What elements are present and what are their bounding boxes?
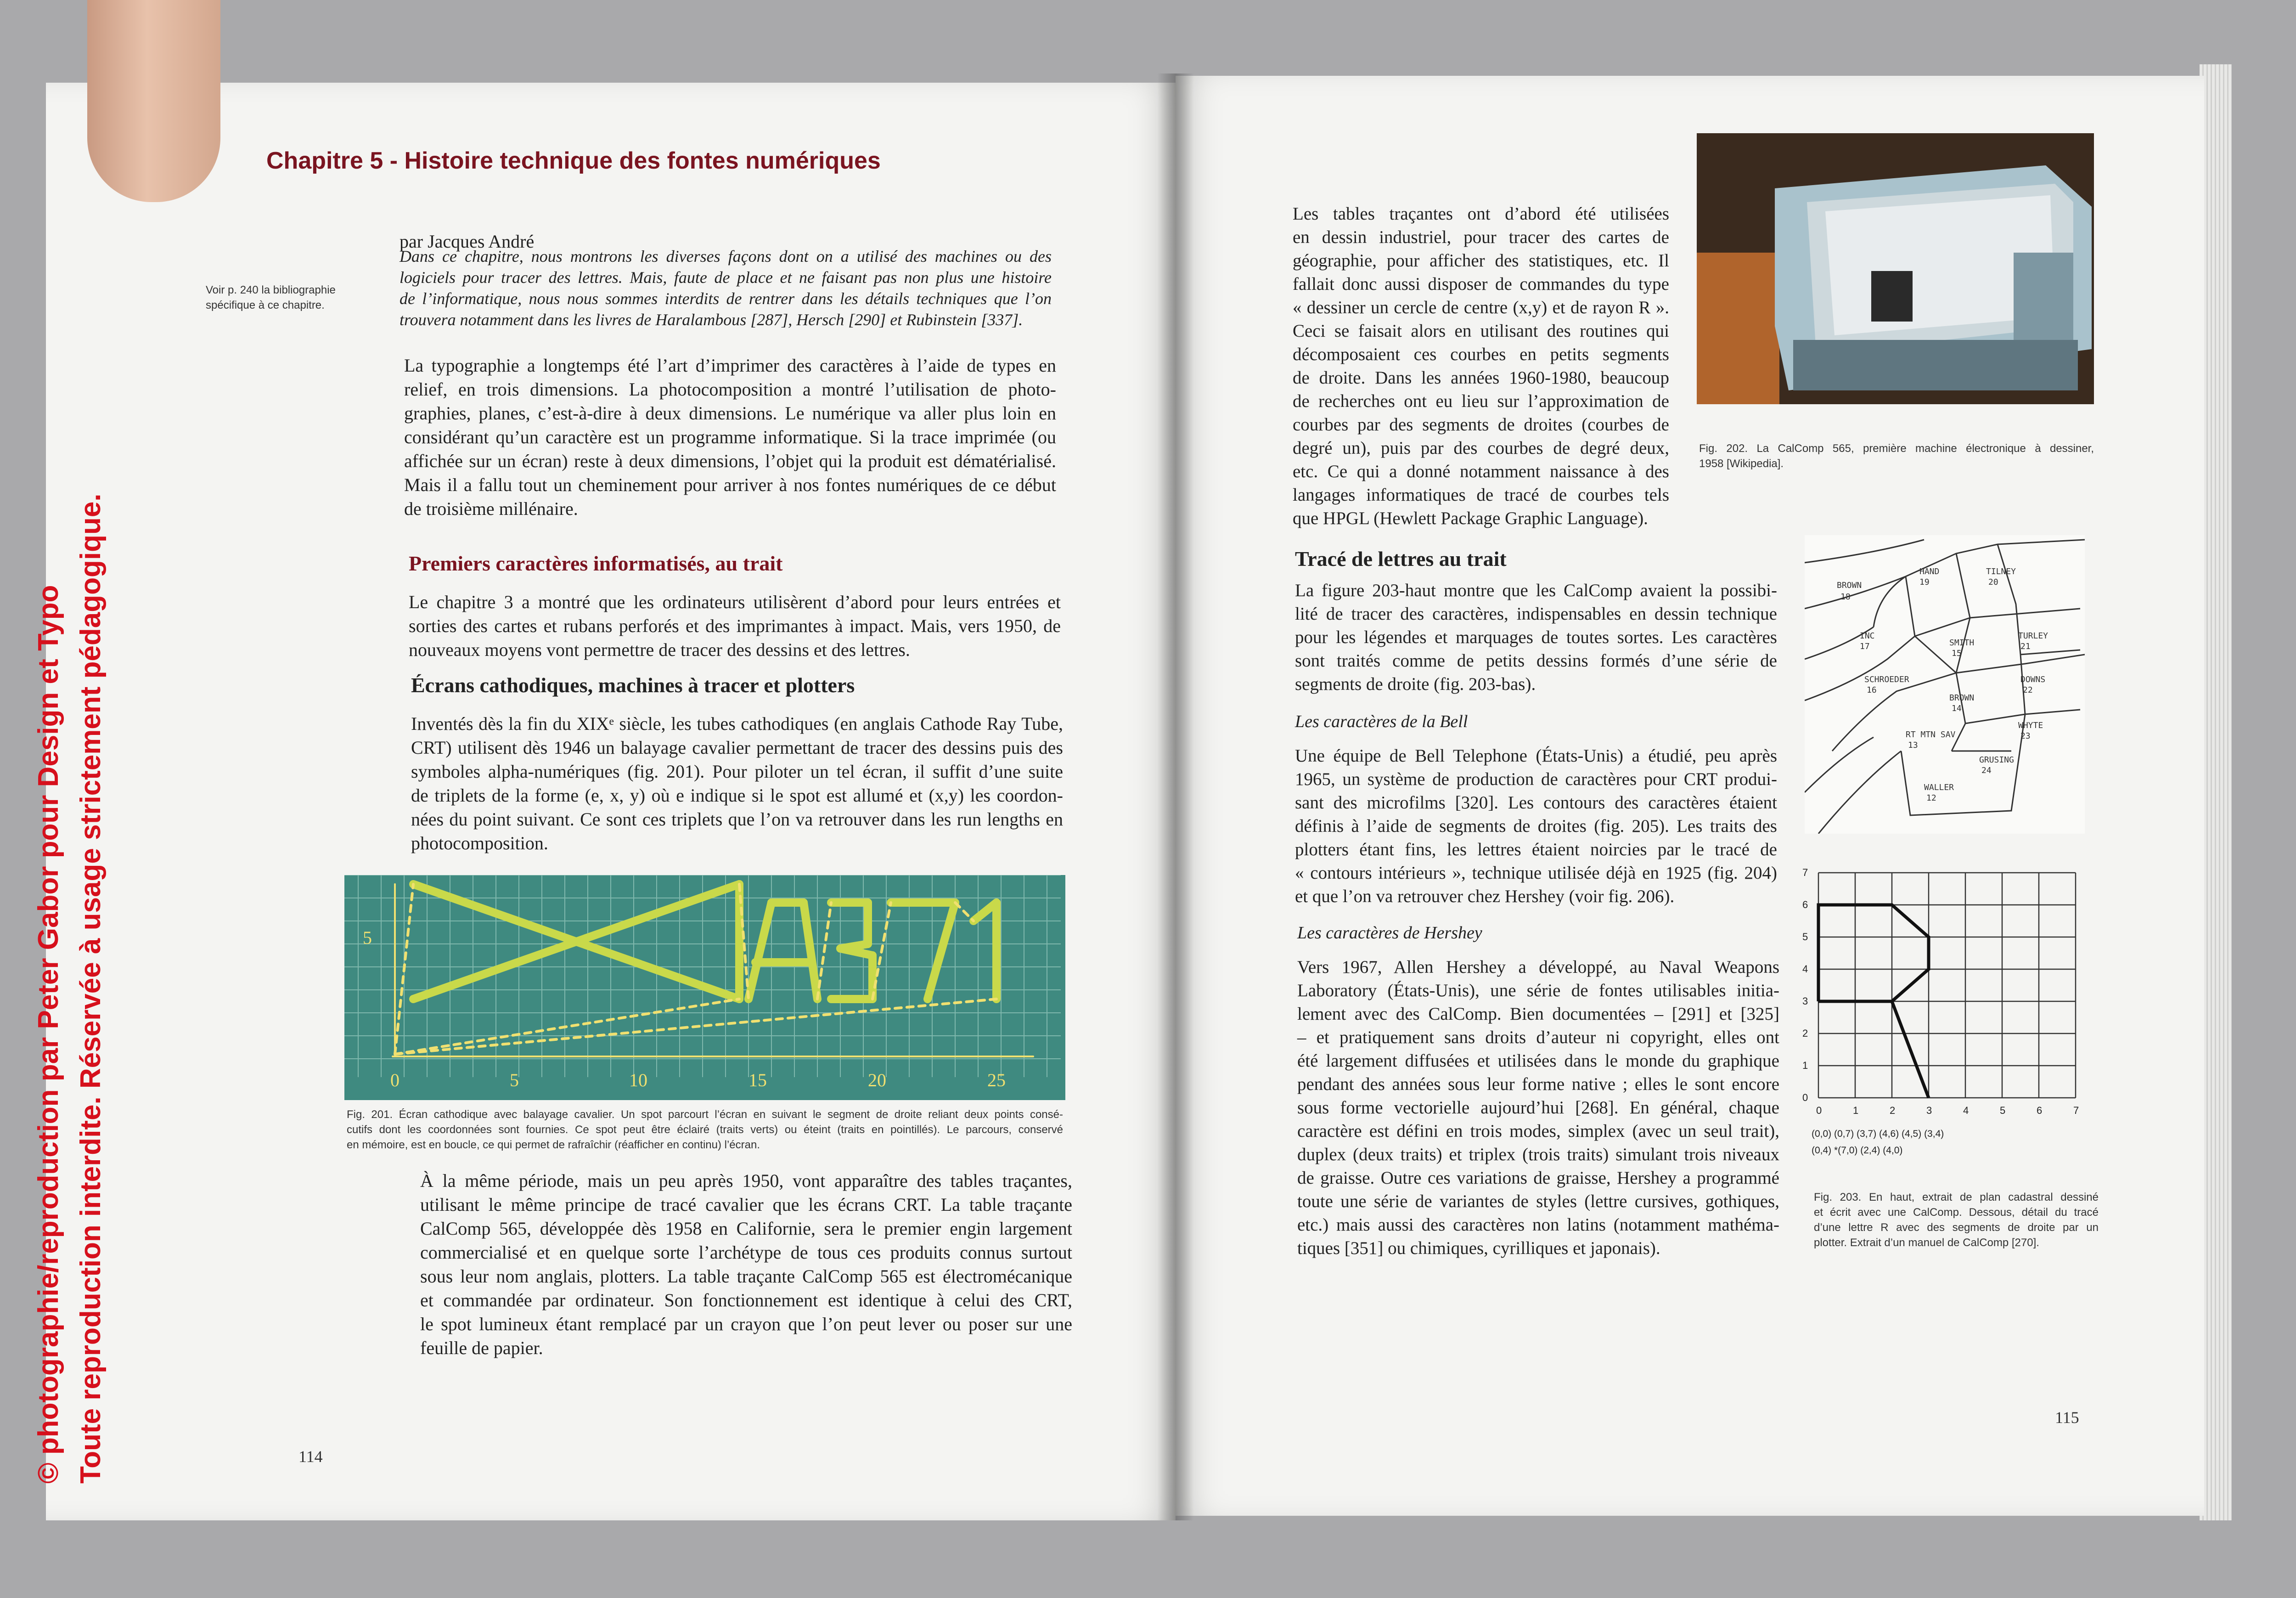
map-label: BROWN bbox=[1949, 693, 1975, 703]
subsection-title-bell: Les caractères de la Bell bbox=[1295, 712, 1468, 731]
map-label: DOWNS bbox=[2020, 675, 2046, 684]
text-line: sant des microfilms [320]. Les contours des caractères étaient bbox=[1295, 793, 1777, 813]
map-label: TILNEY bbox=[1986, 567, 2016, 576]
map-label: 21 bbox=[2020, 642, 2031, 651]
right-page-edges bbox=[2200, 64, 2232, 1520]
left-paragraph-2 bbox=[420, 1169, 1072, 1360]
text-line: et commandée par ordinateur. Son fonctionnement est identique à celui des CRT, bbox=[420, 1290, 1072, 1310]
text-line: Une équipe de Bell Telephone (États-Unis) a étudié, peu après bbox=[1295, 746, 1777, 766]
map-label: TURLEY bbox=[2018, 631, 2048, 641]
text-line: « dessiner un cercle de centre (x,y) et de rayon R ». bbox=[1293, 298, 1669, 317]
map-label: HAND bbox=[1919, 567, 1940, 576]
grid-x-tick: 7 bbox=[2073, 1105, 2079, 1116]
grid-x-tick: 0 bbox=[1816, 1105, 1822, 1116]
section-text-2 bbox=[411, 712, 1063, 855]
page-number-right: 115 bbox=[2055, 1408, 2079, 1427]
text-line: lité de tracer des caractères, indispensables en dessin technique bbox=[1295, 604, 1777, 624]
fig201-x-tick: 15 bbox=[748, 1070, 767, 1090]
text-line: de recherches ont eu lieu sur l’approximation de bbox=[1293, 391, 1669, 411]
figure-202-caption bbox=[1699, 441, 2094, 471]
figure-201-caption bbox=[347, 1107, 1063, 1152]
grid-y-tick: 1 bbox=[1802, 1060, 1808, 1071]
text-line: langages informatiques de tracé de courbes tels bbox=[1293, 485, 1669, 505]
text-line: pour les légendes et marquages de toutes sortes. Les caractères bbox=[1295, 627, 1777, 647]
intro-line: logiciels pour tracer des lettres. Mais, faute de place et ne faisant pas non plus une histoire bbox=[400, 268, 1052, 287]
fig201-x-tick: 10 bbox=[629, 1070, 647, 1090]
grid-y-tick: 3 bbox=[1802, 995, 1808, 1007]
grid-x-tick: 1 bbox=[1853, 1105, 1859, 1116]
grid-x-tick: 2 bbox=[1890, 1105, 1896, 1116]
right-paragraph-1 bbox=[1293, 202, 1669, 530]
text-line: Vers 1967, Allen Hershey a développé, au Naval Weapons bbox=[1297, 957, 1779, 977]
section-title-2: Écrans cathodiques, machines à tracer et plotters bbox=[411, 673, 855, 697]
map-label: SMITH bbox=[1949, 638, 1975, 648]
text-line: Mais il a fallu tout un cheminement pour arriver à nos fontes numériques de ce début bbox=[404, 474, 1056, 495]
text-line: etc.) mais aussi des caractères non latins (notamment mathéma- bbox=[1297, 1215, 1779, 1235]
grid-y-tick: 0 bbox=[1802, 1092, 1808, 1103]
text-line: utilisant le même principe de tracé cavalier que les écrans CRT. La table traçante bbox=[420, 1194, 1072, 1215]
subsection-text-hershey bbox=[1297, 955, 1779, 1260]
text-line: Le chapitre 3 a montré que les ordinateurs utilisèrent d’abord pour leurs entrées et bbox=[409, 592, 1061, 612]
text-line: Laboratory (États-Unis), une série de fontes utilisables initia- bbox=[1297, 981, 1779, 1000]
text-line: nouveaux moyens vont permettre de tracer des dessins et des lettres. bbox=[409, 639, 910, 660]
caption-line: en mémoire, est en boucle, ce qui permet de rafraîchir (réafficher en continu) l’écran. bbox=[347, 1139, 760, 1151]
watermark-line-2: Toute reproduction interdite. Réservée à usage strictement pédagogique. bbox=[75, 493, 107, 1484]
book-spine bbox=[1157, 73, 1194, 1520]
fig201-y-tick: 5 bbox=[363, 927, 372, 948]
thumb-holding-page bbox=[87, 0, 220, 202]
grid-y-tick: 6 bbox=[1802, 899, 1808, 910]
map-label: 15 bbox=[1952, 649, 1962, 658]
text-line: graphies, planes, c’est-à-dire à deux dimensions. Le numérique va aller plus loin en bbox=[404, 403, 1056, 423]
subsection-text-bell bbox=[1295, 744, 1777, 908]
map-label: RT MTN SAV bbox=[1906, 730, 1956, 740]
text-line: fallait donc aussi disposer de commandes du type bbox=[1293, 274, 1669, 294]
text-line: de troisième millénaire. bbox=[404, 498, 578, 519]
map-label: 12 bbox=[1926, 793, 1936, 803]
grid-coords-row-1: (0,0) (0,7) (3,7) (4,6) (4,5) (3,4) bbox=[1812, 1129, 1944, 1139]
right-section-title: Tracé de lettres au trait bbox=[1295, 547, 1507, 570]
text-line: CalComp 565, développée dès 1958 en Californie, sera le premier engin largement bbox=[420, 1218, 1072, 1239]
text-line: que HPGL (Hewlett Package Graphic Language). bbox=[1293, 508, 1648, 528]
text-line: Inventés dès la fin du XIXᵉ siècle, les tubes cathodiques (en anglais Cathode Ray Tube, bbox=[411, 713, 1063, 734]
figure-203-cadastral-map bbox=[1805, 535, 2085, 834]
text-line: « contours intérieurs », technique utilisée déjà en 1925 (fig. 204) bbox=[1295, 863, 1777, 883]
map-label: 22 bbox=[2023, 685, 2033, 695]
text-line: tiques [351] ou chimiques, cyrilliques et japonais). bbox=[1297, 1238, 1660, 1258]
text-line: courbes par des segments de droites (courbes de bbox=[1293, 415, 1669, 435]
caption-line: Fig. 203. En haut, extrait de plan cadastral dessiné bbox=[1814, 1191, 2099, 1203]
text-line: affichée sur un écran) reste à deux dimensions, l’objet qui la produit est dématérialisé. bbox=[404, 451, 1056, 471]
caption-line: 1958 [Wikipedia]. bbox=[1699, 457, 1784, 470]
map-label: WHYTE bbox=[2018, 721, 2043, 730]
map-label: BROWN bbox=[1837, 581, 1862, 590]
text-line: plotters étant fins, les lettres étaient noircies par le tracé de bbox=[1295, 840, 1777, 859]
intro-line: Dans ce chapitre, nous montrons les diverses façons dont on a utilisé des machines ou des bbox=[400, 247, 1052, 265]
grid-y-tick: 7 bbox=[1802, 867, 1808, 878]
map-label: INC bbox=[1860, 631, 1875, 641]
map-label: 17 bbox=[1860, 642, 1870, 651]
right-section-text bbox=[1295, 579, 1777, 696]
map-label: 18 bbox=[1840, 592, 1851, 602]
grid-x-tick: 5 bbox=[2000, 1105, 2006, 1116]
text-line: relief, en trois dimensions. La photocomposition a montré l’utilisation de photo- bbox=[404, 379, 1056, 400]
fig201-x-tick: 5 bbox=[510, 1070, 519, 1090]
grid-y-tick: 5 bbox=[1802, 931, 1808, 943]
text-line: La typographie a longtemps été l’art d’imprimer des caractères à l’aide de types en bbox=[404, 355, 1056, 376]
margin-note-line: Voir p. 240 la bibliographie bbox=[206, 284, 336, 296]
figure-201-crt-screen bbox=[344, 875, 1065, 1100]
figure-203-caption bbox=[1814, 1190, 2099, 1250]
map-label: 19 bbox=[1919, 577, 1930, 587]
map-label: 16 bbox=[1867, 685, 1877, 695]
intro-line: de l’informatique, nous nous sommes interdits de rentrer dans les détails techniques que l’on bbox=[400, 289, 1052, 308]
text-line: commercialisé et en quelque sorte l’archétype de tous ces produits connus surtout bbox=[420, 1242, 1072, 1263]
text-line: Ceci se faisait alors en utilisant des routines qui bbox=[1293, 321, 1669, 341]
text-line: – et pratiquement sans droits d’auteur ni copyright, elles ont bbox=[1297, 1028, 1779, 1047]
caption-line: et écrit avec une CalComp. Dessous, détail du tracé bbox=[1814, 1206, 2099, 1219]
text-line: sont traités comme de petits dessins formés d’une série de bbox=[1295, 651, 1777, 671]
text-line: lement avec des CalComp. Bien documentées – [291] et [325] bbox=[1297, 1004, 1779, 1024]
fig201-x-tick: 25 bbox=[987, 1070, 1006, 1090]
chapter-title: Chapitre 5 - Histoire technique des fontes numériques bbox=[266, 147, 881, 174]
text-line: le spot lumineux étant remplacé par un crayon que l’on peut lever ou poser sur une bbox=[420, 1314, 1072, 1334]
text-line: en dessin industriel, pour tracer des cartes de bbox=[1293, 227, 1669, 247]
text-line: nées du point suivant. Ce sont ces triplets que l’on va retrouver dans les run lengths en bbox=[411, 809, 1063, 830]
text-line: feuille de papier. bbox=[420, 1338, 543, 1358]
margin-note-line: spécifique à ce chapitre. bbox=[206, 299, 325, 311]
caption-line: cutifs dont les coordonnées sont fournies. Ce spot peut être éclairé (traits verts) ou éteint (traits en pointillés). Le parcours, conservé bbox=[347, 1124, 1063, 1136]
figure-202-calcomp-photo bbox=[1697, 133, 2094, 404]
text-line: 1965, un système de production de caractères pour CRT produi- bbox=[1295, 769, 1777, 789]
map-label: 23 bbox=[2020, 731, 2031, 741]
text-line: décomposaient ces courbes en petits segments bbox=[1293, 344, 1669, 364]
intro-line: trouvera notamment dans les livres de Haralambous [287], Hersch [290] et Rubinstein [337]. bbox=[400, 311, 1023, 329]
text-line: toute une série de variantes de styles (lettre cursives, gothiques, bbox=[1297, 1191, 1779, 1211]
text-line: sous leur nom anglais, plotters. La table traçante CalComp 565 est électromécanique bbox=[420, 1266, 1072, 1287]
page-number-left: 114 bbox=[298, 1447, 323, 1466]
map-label: SCHROEDER bbox=[1864, 675, 1909, 684]
section-text-1 bbox=[409, 590, 1061, 662]
grid-x-tick: 3 bbox=[1926, 1105, 1932, 1116]
map-label: 20 bbox=[1988, 577, 1998, 587]
caption-line: plotter. Extrait d’un manuel de CalComp [270]. bbox=[1814, 1237, 2039, 1249]
text-line: La figure 203-haut montre que les CalComp avaient la possibi- bbox=[1295, 581, 1777, 600]
author-line: par Jacques André bbox=[400, 231, 535, 252]
text-line: À la même période, mais un peu après 1950, vont apparaître des tables traçantes, bbox=[420, 1170, 1072, 1191]
text-line: géographie, pour afficher des statistiques, etc. Il bbox=[1293, 251, 1669, 271]
text-line: et que l’on va retrouver chez Hershey (voir fig. 206). bbox=[1295, 887, 1675, 906]
caption-line: Fig. 201. Écran cathodique avec balayage cavalier. Un spot parcourt l’écran en suivant le segment de droite reliant deux points consé- bbox=[347, 1108, 1063, 1121]
text-line: pendant des années sous leur forme native ; elles le sont encore bbox=[1297, 1074, 1779, 1094]
caption-line: d’une lettre R avec des segments de droite par un bbox=[1814, 1221, 2099, 1234]
grid-y-tick: 2 bbox=[1802, 1028, 1808, 1039]
grid-x-tick: 6 bbox=[2037, 1105, 2043, 1116]
margin-note bbox=[206, 282, 336, 313]
fig201-x-tick: 0 bbox=[390, 1070, 400, 1090]
map-label: 14 bbox=[1952, 704, 1962, 713]
watermark-line-1: © photographie/reproduction par Peter Gabor pour Design et Typo bbox=[33, 585, 64, 1484]
copyright-watermark bbox=[28, 493, 112, 1484]
map-label: 24 bbox=[1981, 766, 1992, 775]
text-line: sorties des cartes et rubans perforés et des imprimantes à impact. Mais, vers 1950, de bbox=[409, 615, 1061, 636]
text-line: sous forme vectorielle aujourd’hui [268]. En général, chaque bbox=[1297, 1098, 1779, 1118]
text-line: considérant qu’un caractère est un programme informatique. Si la trace imprimée (ou bbox=[404, 427, 1056, 447]
text-line: degré un), puis par des courbes de degré deux, bbox=[1293, 438, 1669, 458]
text-line: de droite. Dans les années 1960-1980, beaucoup bbox=[1293, 368, 1669, 388]
left-paragraph-1 bbox=[404, 354, 1056, 521]
grid-coords-row-2: (0,4) *(7,0) (2,4) (4,0) bbox=[1812, 1145, 1903, 1156]
text-line: photocomposition. bbox=[411, 833, 548, 853]
caption-line: Fig. 202. La CalComp 565, première machine électronique à dessiner, bbox=[1699, 442, 2094, 455]
text-line: symboles alpha-numériques (fig. 201). Pour piloter un tel écran, il suffit d’une suite bbox=[411, 761, 1063, 782]
text-line: de triplets de la forme (e, x, y) où e indique si le spot est allumé et (x,y) les coordon- bbox=[411, 785, 1063, 806]
map-label: GRUSING bbox=[1979, 755, 2014, 765]
text-line: CRT) utilisent dès 1946 un balayage cavalier permettant de tracer des dessins puis des bbox=[411, 737, 1063, 758]
subsection-title-hershey: Les caractères de Hershey bbox=[1297, 923, 1482, 943]
text-line: caractère est défini en trois modes, simplex (avec un seul trait), bbox=[1297, 1121, 1779, 1141]
figure-203-letter-r-grid bbox=[1798, 866, 2092, 1160]
chapter-intro bbox=[400, 246, 1052, 330]
grid-x-tick: 4 bbox=[1963, 1105, 1969, 1116]
text-line: duplex (deux traits) et triplex (trois traits) simulant trois niveaux bbox=[1297, 1145, 1779, 1164]
grid-y-tick: 4 bbox=[1802, 963, 1808, 975]
text-line: etc. Ce qui a donné notamment naissance à des bbox=[1293, 462, 1669, 481]
text-line: été largement diffusées et utilisées dans le monde du graphique bbox=[1297, 1051, 1779, 1071]
map-label: WALLER bbox=[1924, 783, 1954, 792]
map-label: 13 bbox=[1908, 740, 1918, 750]
section-title-1: Premiers caractères informatisés, au trait bbox=[409, 552, 783, 575]
text-line: de graisse. Outre ces variations de graisse, Hershey a programmé bbox=[1297, 1168, 1779, 1188]
text-line: Les tables traçantes ont d’abord été utilisées bbox=[1293, 204, 1669, 224]
text-line: segments de droite (fig. 203-bas). bbox=[1295, 674, 1536, 694]
fig201-x-tick: 20 bbox=[868, 1070, 886, 1090]
text-line: définis à l’aide de segments de droites (fig. 205). Les traits des bbox=[1295, 816, 1777, 836]
